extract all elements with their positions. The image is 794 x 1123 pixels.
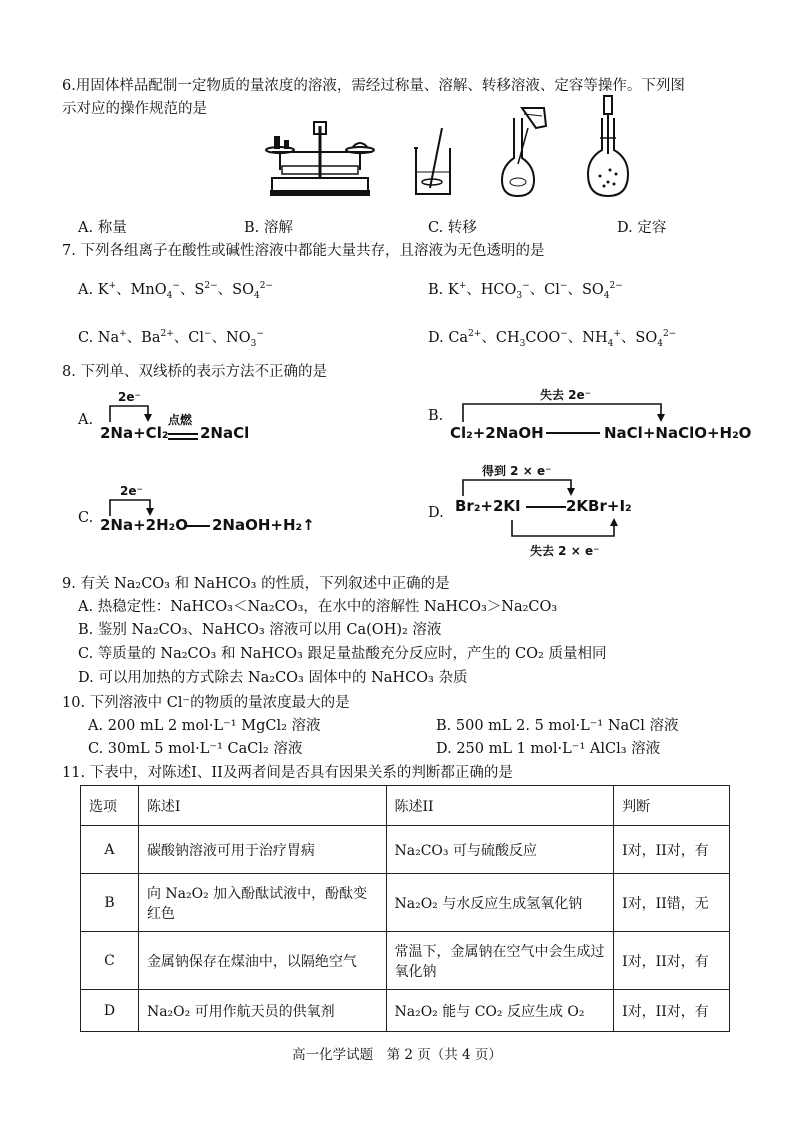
row-statement-2: Na₂O₂ 能与 CO₂ 反应生成 O₂ [386,990,614,1032]
row-statement-1: 金属钠保存在煤油中，以隔绝空气 [138,932,386,990]
table-row [81,990,730,1032]
row-statement-1: 碳酸钠溶液可用于治疗胃病 [138,826,386,874]
header-statement-2: 陈述II [386,786,614,826]
volumetric-flask-illustration [584,94,636,200]
row-statement-1: 向 Na₂O₂ 加入酚酞试液中，酚酞变红色 [138,874,386,932]
page-footer: 高一化学试题 第 2 页（共 4 页） [292,1047,502,1063]
table-row [81,874,730,932]
q9-option-d: D. 可以用加热的方式除去 Na₂CO₃ 固体中的 NaHCO₃ 杂质 [78,670,468,686]
q9-option-a: A. 热稳定性：NaHCO₃＜Na₂CO₃，在水中的溶解性 NaHCO₃＞Na₂CO₃ [78,599,558,615]
q8-b-right: NaCl+NaClO+H₂O [604,424,752,442]
transfer-flask-illustration [500,104,562,200]
q8-b-label: B. [428,408,444,424]
beaker-stirring-illustration [412,126,454,198]
q8-d-right: 2KBr+I₂ [566,497,632,515]
q8-b-left: Cl₂+2NaOH [450,424,544,442]
q6-option-c: C. 转移 [428,220,477,236]
q8-a-label: A. [78,412,94,428]
row-option: A [81,826,139,874]
q8-a-left: 2Na+Cl₂ [100,424,169,442]
q8-a-bridge-arrow [100,400,160,424]
q8-b-dash [546,432,600,434]
row-judgement: I对，II对，有 [614,932,730,990]
row-judgement: I对，II错，无 [614,874,730,932]
q8-d-dash [526,506,566,508]
row-statement-2: 常温下，金属钠在空气中会生成过氧化钠 [386,932,614,990]
q8-d-label: D. [428,505,444,521]
row-statement-1: Na₂O₂ 可用作航天员的供氧剂 [138,990,386,1032]
q8-c-label: C. [78,510,94,526]
row-option: D [81,990,139,1032]
table-row [81,826,730,874]
q7-option-b: B. K+、$HCO_3^-$、Cl−、$SO_4^{2-}$ [428,281,623,301]
header-judgement: 判断 [614,786,730,826]
q8-a-electron: 2e⁻ [118,390,141,404]
q7-option-d: D. $Ca^{2+}$、$CH_3COO^-$、$NH_4^+$、$SO_4^{2-}$ [428,329,677,349]
q8-c-left: 2Na+2H₂O [100,516,188,534]
q6-option-d: D. 定容 [617,220,667,236]
q8-a-condition: 点燃 [168,413,193,427]
q8-b-bridge-arrow [455,398,675,424]
q8-a-right: 2NaCl [200,424,250,442]
row-statement-2: Na₂O₂ 与水反应生成氢氧化钠 [386,874,614,932]
row-judgement: I对，II对，有 [614,990,730,1032]
row-option: C [81,932,139,990]
q6-stem-line1: 6.用固体样品配制一定物质的量浓度的溶液，需经过称量、溶解、转移溶液、定容等操作。下列图 [62,78,685,94]
header-statement-1: 陈述I [138,786,386,826]
q7-option-c: C. Na+、$Ba^{2+}$、Cl−、$NO_3^-$ [78,329,264,349]
row-judgement: I对，II对，有 [614,826,730,874]
q9-stem: 9. 有关 Na₂CO₃ 和 NaHCO₃ 的性质，下列叙述中正确的是 [62,576,450,592]
q8-d-bottom-bridge [500,516,630,540]
q11-stem: 11. 下表中，对陈述I、II及两者间是否具有因果关系的判断都正确的是 [62,765,513,781]
balance-illustration [262,118,382,200]
q8-d-bottom-label: 失去 2 × e⁻ [530,544,600,558]
q8-stem: 8. 下列单、双线桥的表示方法不正确的是 [62,364,327,380]
table-row [81,932,730,990]
q8-c-dash [184,525,210,527]
q8-a-equals [168,433,198,440]
q9-option-b: B. 鉴别 Na₂CO₃、NaHCO₃ 溶液可以用 Ca(OH)₂ 溶液 [78,622,442,638]
q8-c-bridge-arrow [100,494,160,518]
header-option: 选项 [81,786,139,826]
q8-b-top-label: 失去 2e⁻ [540,388,592,402]
q11-table [80,785,730,1032]
q10-option-d: D. 250 mL 1 mol·L⁻¹ AlCl₃ 溶液 [436,741,661,757]
q10-option-b: B. 500 mL 2. 5 mol·L⁻¹ NaCl 溶液 [436,718,679,734]
q6-option-a: A. 称量 [78,220,127,236]
q10-option-c: C. 30mL 5 mol·L⁻¹ CaCl₂ 溶液 [88,741,303,757]
q10-stem: 10. 下列溶液中 Cl⁻的物质的量浓度最大的是 [62,695,350,711]
q6-stem-line2: 示对应的操作规范的是 [62,101,207,117]
row-statement-2: Na₂CO₃ 可与硫酸反应 [386,826,614,874]
q8-d-left: Br₂+2KI [455,497,521,515]
q8-d-top-bridge [455,474,625,498]
q8-c-right: 2NaOH+H₂↑ [212,516,315,534]
q9-option-c: C. 等质量的 Na₂CO₃ 和 NaHCO₃ 跟足量盐酸充分反应时，产生的 CO₂ 质量相同 [78,646,607,662]
q7-stem: 7. 下列各组离子在酸性或碱性溶液中都能大量共存，且溶液为无色透明的是 [62,243,545,259]
table-header-row [81,786,730,826]
q6-option-b: B. 溶解 [244,220,293,236]
q8-d-top-label: 得到 2 × e⁻ [482,464,552,478]
q7-option-a: A. K+、MnO$_4$−、$S^{2-}$、$SO_4^{2-}$ [78,281,273,301]
q8-c-electron: 2e⁻ [120,484,143,498]
row-option: B [81,874,139,932]
q10-option-a: A. 200 mL 2 mol·L⁻¹ MgCl₂ 溶液 [88,718,321,734]
